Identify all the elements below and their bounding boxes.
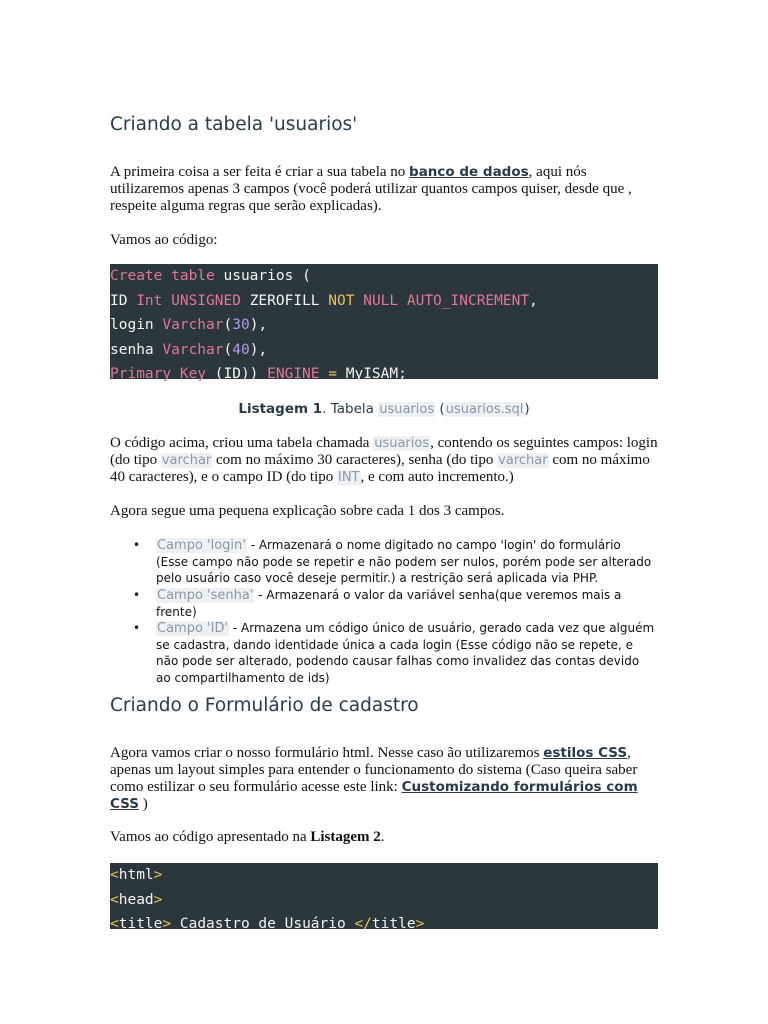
code-line: <html> xyxy=(110,867,163,883)
code-line: login Varchar(30), xyxy=(110,317,268,333)
section-title-usuarios: Criando a tabela 'usuarios' xyxy=(110,114,358,135)
code-line: <title> Cadastro de Usuário </title> xyxy=(110,916,425,929)
code-lead: Vamos ao código: xyxy=(110,232,218,248)
explanation-paragraph: O código acima, criou uma tabela chamada usuarios, contendo os seguintes campos: login (do tipo varchar com no máximo 30 caracteres), senha (do tipo varchar com no máximo 40 caracteres), e o campo ID (do tipo INT, e com auto incremento.) xyxy=(110,435,658,485)
code-line: Primary Key (ID)) ENGINE = MyISAM; xyxy=(110,366,407,382)
listing-1-code xyxy=(110,264,658,382)
estilos-css-link[interactable]: estilos CSS xyxy=(543,745,628,761)
list-item: • Campo 'login' - Armazenará o nome digitado no campo 'login' do formulário (Esse campo não pode se repetir e não podem ser nulos, porém pode ser alterado pelo usuário caso você deseje permitir.) a restrição será aplicada via PHP. xyxy=(133,538,652,586)
fields-intro: Agora segue uma pequena explicação sobre cada 1 dos 3 campos. xyxy=(110,503,505,519)
fields-list xyxy=(110,537,658,686)
customizando-formularios-link[interactable]: Customizando formulários com CSS xyxy=(110,779,638,812)
form-intro-paragraph: Agora vamos criar o nosso formulário html. Nesse caso ão utilizaremos estilos CSS, apenas um layout simples para entender o funcionamento do sistema (Caso queira saber como estilizar o seu formulário acesse este link: Customizando formulários com CSS ) xyxy=(110,745,638,812)
listing-2-lead: Vamos ao código apresentado na Listagem 2. xyxy=(110,829,385,845)
listing-2-code xyxy=(110,863,658,929)
list-item: • Campo 'senha' - Armazenará o valor da variável senha(que veremos mais a frente) xyxy=(133,587,622,619)
intro-paragraph: A primeira coisa a ser feita é criar a sua tabela no banco de dados, aqui nós utilizaremos apenas 3 campos (você poderá utilizar quantos campos quiser, desde que , respeite alguma regras que serão explicadas). xyxy=(110,164,632,214)
code-line: ID Int UNSIGNED ZEROFILL NOT NULL AUTO_INCREMENT, xyxy=(110,292,538,309)
listing-1-caption: Listagem 1. Tabela usuarios (usuarios.sql) xyxy=(238,401,530,417)
code-line: <head> xyxy=(110,891,163,908)
code-line: Create table usuarios ( xyxy=(110,268,311,284)
section-title-formulario: Criando o Formulário de cadastro xyxy=(110,695,419,716)
list-item: • Campo 'ID' - Armazena um código único de usuário, gerado cada vez que alguém se cadastra, dando identidade única a cada login (Esse código não se repete, e não pode ser alterado, podendo causar falhas como invalidez das contas devido ao compartilhamento de ids) xyxy=(133,621,655,685)
banco-de-dados-link[interactable]: banco de dados xyxy=(409,164,529,180)
code-line: senha Varchar(40), xyxy=(110,341,268,358)
